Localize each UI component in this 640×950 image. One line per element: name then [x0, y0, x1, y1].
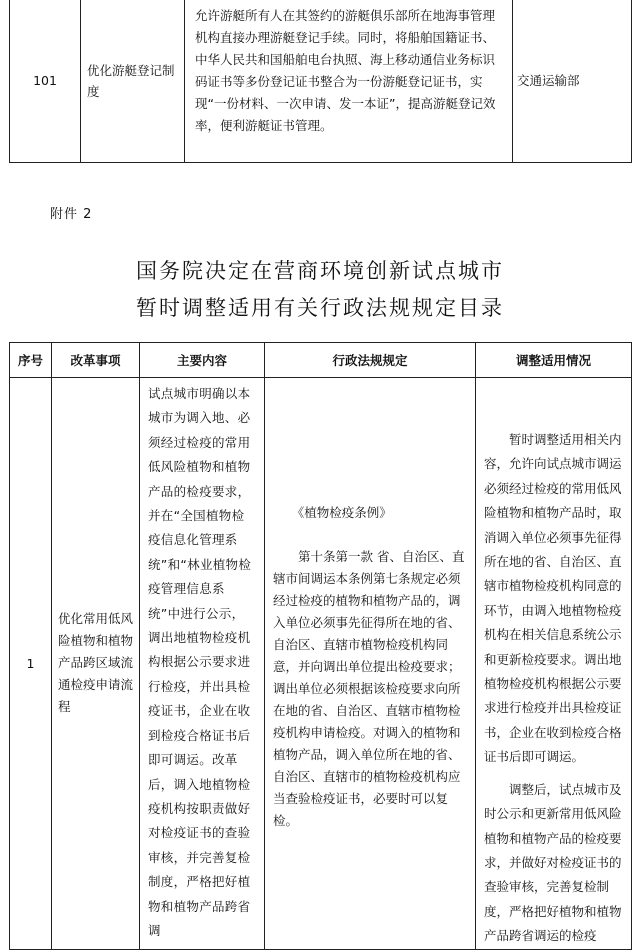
row1-regulation	[265, 378, 476, 950]
regulation-adjustment-table	[9, 342, 632, 950]
header-seq: 序号	[10, 343, 52, 378]
regulation-title: 《植物检疫条例》	[291, 505, 392, 520]
row1-seq: 1	[10, 378, 52, 950]
attachment-label: 附件 2	[50, 207, 93, 222]
row-item: 优化游艇登记制度	[81, 0, 185, 163]
row-content: 允许游艇所有人在其签约的游艇俱乐部所在地海事管理机构直接办理游艇登记手续。同时，将船舶国籍证书、中华人民共和国船舶电台执照、海上移动通信业务标识码证书等多份登记证书整合为一份游艇登记证书，实现“一份材料、一次申请、发一本证”，提高游艇登记效率，便利游艇证书管理。	[185, 0, 513, 163]
adjustment-paragraph-2: 调整后，试点城市及时公示和更新常用低风险植物和植物产品的检疫要求，并做好对检疫证书的查验审核，完善复检制度，严格把好植物和植物产品跨省调运的检疫	[484, 781, 622, 944]
row-number: 101	[10, 0, 81, 163]
document-title-line2: 暂时调整适用有关行政法规规定目录	[136, 296, 504, 320]
header-regulation: 行政法规规定	[265, 343, 476, 378]
document-title-line1: 国务院决定在营商环境创新试点城市	[136, 259, 504, 283]
row1-adjustment	[476, 378, 632, 950]
header-reform: 改革事项	[52, 343, 140, 378]
previous-items-table	[9, 0, 632, 163]
table-row	[10, 378, 632, 950]
row-dept: 交通运输部	[513, 0, 632, 163]
table-header-row	[10, 343, 632, 378]
row1-content: 试点城市明确以本城市为调入地、必须经过检疫的常用低风险植物和植物产品的检疫要求，并在“全国植物检疫信息化管理系统”和“林业植物检疫管理信息系统”中进行公示，调出地植物检疫机构根据公示要求进行检疫，并出具检疫证书，企业在收到检疫合格证书后即可调运。改革后，调入地植物检疫机构按职责做好对检疫证书的查验审核，并完善复检制度，严格把好植物和植物产品跨省调	[140, 378, 265, 950]
adjustment-paragraph-1: 暂时调整适用相关内容，允许向试点城市调运必须经过检疫的常用低风险植物和植物产品时，取消调入单位必须事先征得所在地的省、自治区、直辖市植物检疫机构同意的环节，由调入地植物检疫机构在相关信息系统公示和更新检疫要求。调出地植物检疫机构根据公示要求进行检疫并出具检疫证书，企业在收到检疫合格证书后即可调运。	[484, 432, 622, 765]
row1-reform: 优化常用低风险植物和植物产品跨区域流通检疫申请流程	[52, 378, 140, 950]
header-content: 主要内容	[140, 343, 265, 378]
header-adjustment: 调整适用情况	[476, 343, 632, 378]
regulation-text: 第十条第一款 省、自治区、直辖市间调运本条例第七条规定必须经过检疫的植物和植物产品的，调入单位必须事先征得所在地的省、自治区、直辖市植物检疫机构同意，并向调出单位提出检疫要求；调出单位必须根据该检疫要求向所在地的省、自治区、直辖市植物检疫机构申请检疫。对调入的植物和植物产品，调入单位所在地的省、自治区、直辖市的植物检疫机构应当查验检疫证书，必要时可以复检。	[273, 549, 465, 828]
